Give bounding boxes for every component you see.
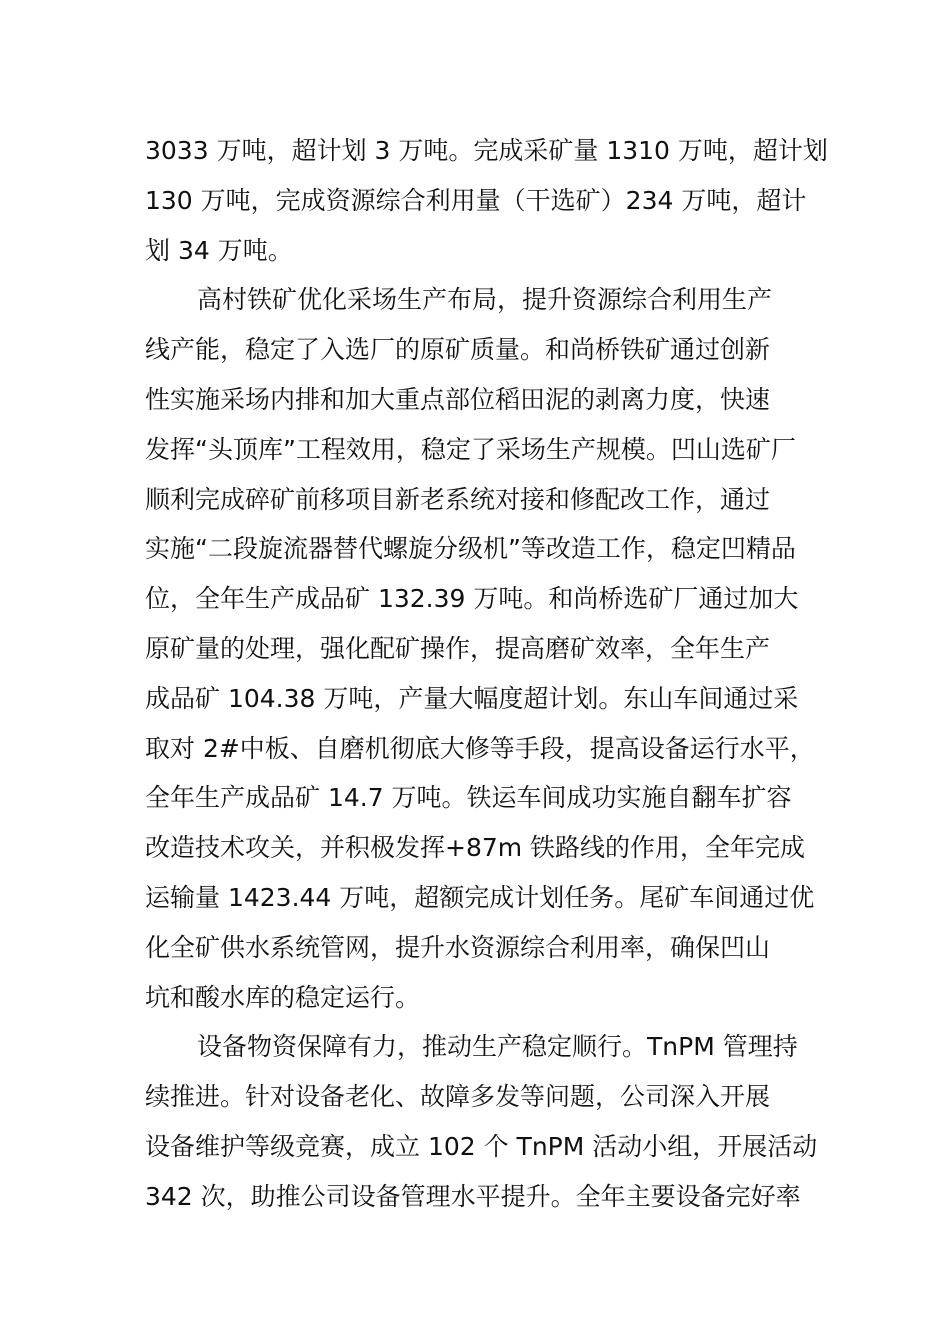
body-text — [145, 126, 828, 1222]
text-line: 划 34 万吨。 — [145, 235, 293, 265]
text-line: 原矿量的处理，强化配矿操作，提高磨矿效率，全年生产 — [145, 633, 771, 663]
text-line: 成品矿 104.38 万吨，产量大幅度超计划。东山车间通过采 — [145, 683, 799, 713]
text-line: 设备维护等级竞赛，成立 102 个 TnPM 活动小组，开展活动 — [145, 1131, 818, 1161]
text-line: 坑和酸水库的稳定运行。 — [145, 982, 421, 1012]
paragraph-start-line: 设备物资保障有力，推动生产稳定顺行。TnPM 管理持 — [197, 1032, 798, 1062]
text-line: 线产能，稳定了入选厂的原矿质量。和尚桥铁矿通过创新 — [145, 335, 771, 365]
text-line: 顺利完成碎矿前移项目新老系统对接和修配改工作，通过 — [145, 484, 771, 514]
paragraph-start-line: 高村铁矿优化采场生产布局，提升资源综合利用生产 — [197, 285, 773, 315]
text-line: 位，全年生产成品矿 132.39 万吨。和尚桥选矿厂通过加大 — [145, 584, 799, 614]
text-line: 续推进。针对设备老化、故障多发等问题，公司深入开展 — [145, 1082, 771, 1112]
text-line: 全年生产成品矿 14.7 万吨。铁运车间成功实施自翻车扩容 — [145, 783, 792, 813]
text-line: 改造技术攻关，并积极发挥+87m 铁路线的作用，全年完成 — [145, 833, 806, 863]
text-line: 性实施采场内排和加大重点部位稻田泥的剥离力度，快速 — [145, 384, 771, 414]
text-line: 342 次，助推公司设备管理水平提升。全年主要设备完好率 — [145, 1181, 801, 1211]
text-line: 发挥“头顶库”工程效用，稳定了采场生产规模。凹山选矿厂 — [145, 434, 796, 464]
text-line: 实施“二段旋流器替代螺旋分级机”等改造工作，稳定凹精品 — [145, 534, 796, 564]
text-line: 运输量 1423.44 万吨，超额完成计划任务。尾矿车间通过优 — [145, 882, 815, 912]
text-line: 化全矿供水系统管网，提升水资源综合利用率，确保凹山 — [145, 932, 771, 962]
text-line: 取对 2#中板、自磨机彻底大修等手段，提高设备运行水平， — [145, 733, 815, 763]
text-line: 130 万吨，完成资源综合利用量（干选矿）234 万吨，超计 — [145, 185, 807, 215]
text-line: 3033 万吨，超计划 3 万吨。完成采矿量 1310 万吨，超计划 — [145, 136, 828, 165]
